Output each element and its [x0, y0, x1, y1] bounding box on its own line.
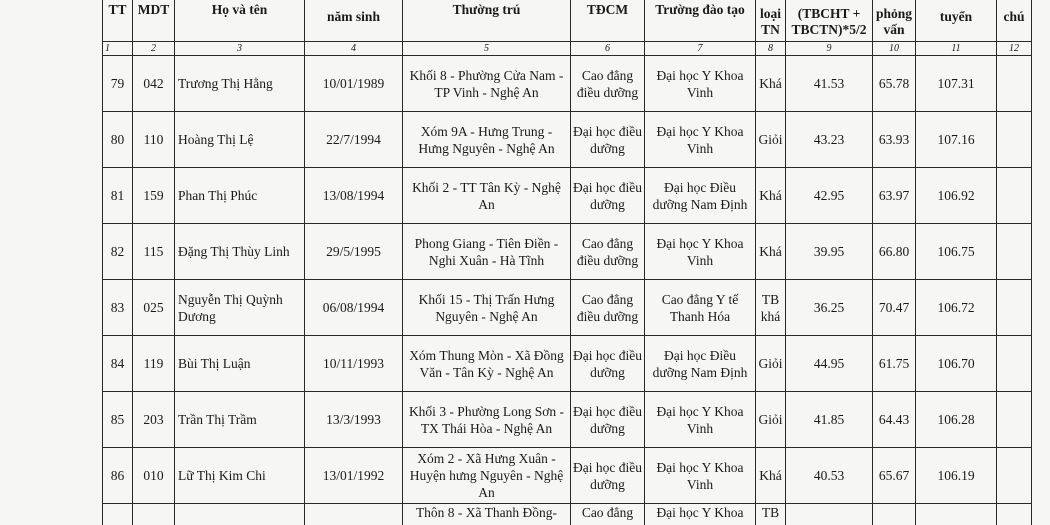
row-score: 40.53 [786, 448, 873, 504]
row-total [916, 504, 997, 525]
column-number: 2 [133, 42, 175, 56]
row-birth: 22/7/1994 [305, 112, 403, 168]
row-grade: Khá [756, 56, 786, 112]
row-school: Đại học Y Khoa Vinh [645, 392, 756, 448]
row-interview: 66.80 [873, 224, 916, 280]
row-name: Đặng Thị Thùy Linh [175, 224, 305, 280]
row-interview: 61.75 [873, 336, 916, 392]
table-row [103, 280, 1032, 336]
row-tt: 79 [103, 56, 133, 112]
row-score: 43.23 [786, 112, 873, 168]
header-note: chú [997, 0, 1032, 42]
row-school: Đại học Y Khoa Vinh [645, 112, 756, 168]
row-birth [305, 504, 403, 525]
row-name: Hoàng Thị Lệ [175, 112, 305, 168]
table-row [103, 112, 1032, 168]
row-tdcm: Đại học điều dưỡng [571, 112, 645, 168]
row-score [786, 504, 873, 525]
row-note [997, 56, 1032, 112]
row-tt: 82 [103, 224, 133, 280]
column-number: 6 [571, 42, 645, 56]
column-number: 3 [175, 42, 305, 56]
row-grade: TB [756, 504, 786, 525]
row-tt: 80 [103, 112, 133, 168]
row-residence: Xóm Thung Mòn - Xã Đồng Văn - Tân Kỳ - Nghệ An [403, 336, 571, 392]
header-tt: TT [103, 0, 133, 42]
row-name: Lữ Thị Kim Chi [175, 448, 305, 504]
row-residence: Khối 2 - TT Tân Kỳ - Nghệ An [403, 168, 571, 224]
header-birth: năm sinh [305, 0, 403, 42]
column-number: 4 [305, 42, 403, 56]
header-name: Họ và tên [175, 0, 305, 42]
row-school: Đại học Điều dưỡng Nam Định [645, 168, 756, 224]
row-mdt: 110 [133, 112, 175, 168]
candidate-table [102, 0, 1032, 525]
row-residence: Khối 3 - Phường Long Sơn - TX Thái Hòa - Nghệ An [403, 392, 571, 448]
row-note [997, 392, 1032, 448]
row-tdcm: Cao đẳng điều dưỡng [571, 224, 645, 280]
row-total: 107.16 [916, 112, 997, 168]
row-mdt: 159 [133, 168, 175, 224]
row-score: 36.25 [786, 280, 873, 336]
row-tt: 85 [103, 392, 133, 448]
row-interview: 63.93 [873, 112, 916, 168]
row-tt: 81 [103, 168, 133, 224]
column-number: 9 [786, 42, 873, 56]
row-school: Đại học Y Khoa [645, 504, 756, 525]
row-grade: Khá [756, 224, 786, 280]
row-residence: Thôn 8 - Xã Thanh Đồng- [403, 504, 571, 525]
row-name: Phan Thị Phúc [175, 168, 305, 224]
column-number: 7 [645, 42, 756, 56]
row-birth: 10/01/1989 [305, 56, 403, 112]
row-mdt [133, 504, 175, 525]
column-number: 10 [873, 42, 916, 56]
row-tdcm: Cao đẳng điều dưỡng [571, 280, 645, 336]
row-score: 44.95 [786, 336, 873, 392]
row-total: 107.31 [916, 56, 997, 112]
row-note [997, 448, 1032, 504]
row-school: Đại học Y Khoa Vinh [645, 224, 756, 280]
row-birth: 06/08/1994 [305, 280, 403, 336]
table-row [103, 56, 1032, 112]
row-note [997, 336, 1032, 392]
row-total: 106.92 [916, 168, 997, 224]
row-school: Đại học Y Khoa Vinh [645, 56, 756, 112]
row-name: Trần Thị Trầm [175, 392, 305, 448]
row-grade: Giỏi [756, 112, 786, 168]
row-birth: 13/01/1992 [305, 448, 403, 504]
row-name: Bùi Thị Luận [175, 336, 305, 392]
row-tt: 86 [103, 448, 133, 504]
row-note [997, 112, 1032, 168]
header-interview: phỏng vấn [873, 0, 916, 42]
row-grade: Giỏi [756, 336, 786, 392]
row-tdcm: Đại học điều dưỡng [571, 392, 645, 448]
row-interview: 70.47 [873, 280, 916, 336]
row-residence: Phong Giang - Tiên Điền - Nghi Xuân - Hà Tĩnh [403, 224, 571, 280]
column-number: 11 [916, 42, 997, 56]
row-name: Nguyễn Thị Quỳnh Dương [175, 280, 305, 336]
header-mdt: MDT [133, 0, 175, 42]
row-total: 106.19 [916, 448, 997, 504]
row-tdcm: Đại học điều dưỡng [571, 448, 645, 504]
row-residence: Xóm 9A - Hưng Trung - Hưng Nguyên - Nghệ An [403, 112, 571, 168]
row-total: 106.28 [916, 392, 997, 448]
row-grade: Khá [756, 448, 786, 504]
row-tdcm: Đại học điều dưỡng [571, 336, 645, 392]
row-tt: 84 [103, 336, 133, 392]
row-interview: 63.97 [873, 168, 916, 224]
row-name: Trương Thị Hằng [175, 56, 305, 112]
column-number: 8 [756, 42, 786, 56]
row-school: Đại học Điều dưỡng Nam Định [645, 336, 756, 392]
header-tdcm: TĐCM [571, 0, 645, 42]
table-row [103, 224, 1032, 280]
row-grade: Giỏi [756, 392, 786, 448]
row-interview: 65.67 [873, 448, 916, 504]
table-row [103, 168, 1032, 224]
row-school: Cao đẳng Y tế Thanh Hóa [645, 280, 756, 336]
row-mdt: 025 [133, 280, 175, 336]
row-grade: TB khá [756, 280, 786, 336]
row-total: 106.75 [916, 224, 997, 280]
row-tdcm: Cao đẳng điều dưỡng [571, 56, 645, 112]
row-name [175, 504, 305, 525]
column-number-row [103, 42, 1032, 56]
row-tt: 83 [103, 280, 133, 336]
row-interview: 64.43 [873, 392, 916, 448]
row-birth: 13/08/1994 [305, 168, 403, 224]
row-note [997, 168, 1032, 224]
row-mdt: 115 [133, 224, 175, 280]
row-score: 42.95 [786, 168, 873, 224]
row-note [997, 224, 1032, 280]
row-birth: 29/5/1995 [305, 224, 403, 280]
row-score: 41.85 [786, 392, 873, 448]
row-note [997, 280, 1032, 336]
row-interview: 65.78 [873, 56, 916, 112]
column-number: 1 [103, 42, 133, 56]
header-formula: (TBCHT + TBCTN)*5/2 [786, 0, 873, 42]
column-number: 5 [403, 42, 571, 56]
header-school: Trường đào tạo [645, 0, 756, 42]
row-mdt: 203 [133, 392, 175, 448]
row-mdt: 042 [133, 56, 175, 112]
table-row [103, 504, 1032, 525]
row-total: 106.70 [916, 336, 997, 392]
row-birth: 10/11/1993 [305, 336, 403, 392]
table-row [103, 336, 1032, 392]
row-score: 41.53 [786, 56, 873, 112]
row-total: 106.72 [916, 280, 997, 336]
header-admission: tuyển [916, 0, 997, 42]
row-interview [873, 504, 916, 525]
header-row [103, 0, 1032, 42]
table-row [103, 392, 1032, 448]
row-grade: Khá [756, 168, 786, 224]
row-mdt: 119 [133, 336, 175, 392]
column-number: 12 [997, 42, 1032, 56]
row-mdt: 010 [133, 448, 175, 504]
row-residence: Khối 8 - Phường Cửa Nam - TP Vinh - Nghệ An [403, 56, 571, 112]
row-school: Đại học Y Khoa Vinh [645, 448, 756, 504]
header-residence: Thường trú [403, 0, 571, 42]
table-row [103, 448, 1032, 504]
row-note [997, 504, 1032, 525]
row-residence: Khối 15 - Thị Trấn Hưng Nguyên - Nghệ An [403, 280, 571, 336]
row-tt [103, 504, 133, 525]
header-grade: loại TN [756, 0, 786, 42]
row-birth: 13/3/1993 [305, 392, 403, 448]
row-tdcm: Đại học điều dưỡng [571, 168, 645, 224]
row-tdcm: Cao đẳng [571, 504, 645, 525]
row-residence: Xóm 2 - Xã Hưng Xuân - Huyện hưng Nguyên - Nghệ An [403, 448, 571, 504]
row-score: 39.95 [786, 224, 873, 280]
